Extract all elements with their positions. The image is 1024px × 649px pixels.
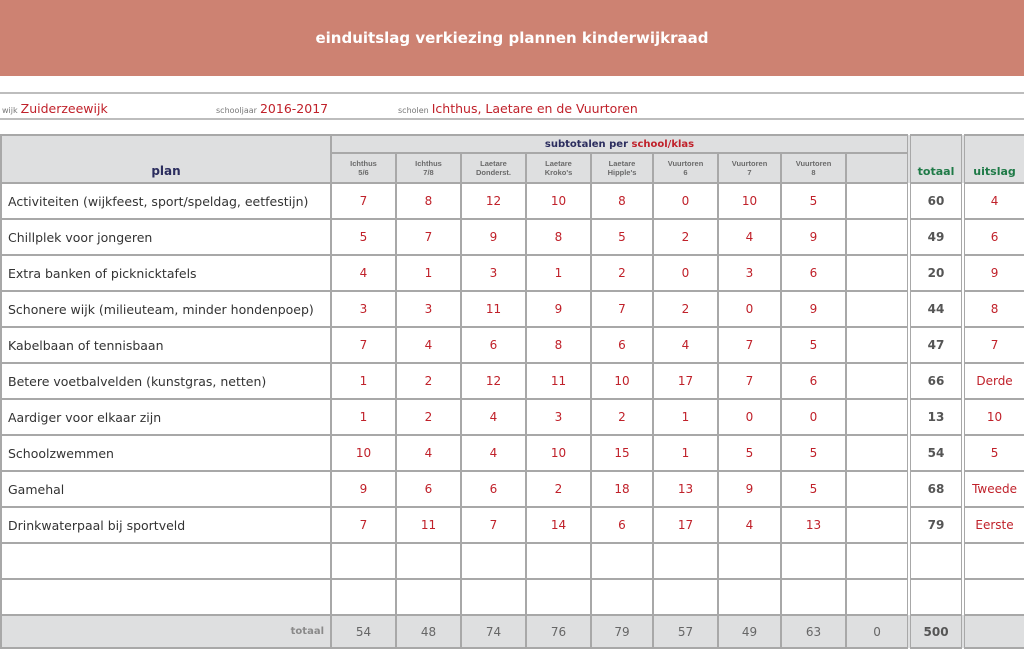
- uitslag-cell[interactable]: Tweede: [963, 471, 1024, 507]
- vote-cell[interactable]: 0: [718, 291, 781, 327]
- header-column: [396, 153, 461, 183]
- vote-cell[interactable]: 1: [396, 255, 461, 291]
- header-subtotals-highlight: school/klas: [631, 138, 695, 150]
- vote-cell[interactable]: 3: [526, 399, 591, 435]
- meta-bar: [0, 92, 1024, 120]
- vote-cell[interactable]: [781, 579, 846, 615]
- column-total-cell: 79: [591, 615, 653, 648]
- plan-cell[interactable]: Drinkwaterpaal bij sportveld: [1, 507, 331, 543]
- uitslag-cell[interactable]: 6: [963, 219, 1024, 255]
- column-class: Kroko's: [544, 168, 573, 177]
- header-subtotals: [331, 135, 909, 153]
- table-row: [1, 255, 1024, 291]
- header-totaal: totaal: [909, 135, 963, 183]
- column-class: 7: [747, 168, 752, 177]
- uitslag-cell[interactable]: Derde: [963, 363, 1024, 399]
- vote-cell[interactable]: 5: [781, 327, 846, 363]
- vote-cell[interactable]: [718, 579, 781, 615]
- vote-cell[interactable]: 13: [781, 507, 846, 543]
- meta-wijk: [2, 98, 108, 117]
- header-plan: plan: [1, 135, 331, 183]
- totaal-cell: 66: [909, 363, 963, 399]
- vote-cell[interactable]: 10: [718, 183, 781, 219]
- vote-cell[interactable]: 3: [396, 291, 461, 327]
- vote-cell[interactable]: [846, 399, 909, 435]
- header-column: [653, 153, 718, 183]
- totaal-cell: 44: [909, 291, 963, 327]
- vote-cell[interactable]: 17: [653, 363, 718, 399]
- scholen-value: Ichthus, Laetare en de Vuurtoren: [431, 101, 638, 116]
- column-name: Ichthus: [415, 159, 442, 168]
- plan-cell[interactable]: Aardiger voor elkaar zijn: [1, 399, 331, 435]
- vote-cell[interactable]: 5: [781, 435, 846, 471]
- meta-schooljaar: [216, 98, 328, 117]
- header-column: [591, 153, 653, 183]
- vote-cell[interactable]: 9: [781, 291, 846, 327]
- vote-cell[interactable]: [846, 435, 909, 471]
- totaal-cell: 47: [909, 327, 963, 363]
- vote-cell[interactable]: 1: [331, 399, 396, 435]
- vote-cell[interactable]: 7: [461, 507, 526, 543]
- totaal-cell: 60: [909, 183, 963, 219]
- vote-cell[interactable]: [718, 543, 781, 579]
- column-total-cell: 48: [396, 615, 461, 648]
- vote-cell[interactable]: 4: [718, 507, 781, 543]
- vote-cell[interactable]: 9: [526, 291, 591, 327]
- totaal-cell: 68: [909, 471, 963, 507]
- plan-cell[interactable]: Activiteiten (wijkfeest, sport/speldag, eetfestijn): [1, 183, 331, 219]
- header-uitslag: uitslag: [963, 135, 1024, 183]
- vote-cell[interactable]: 4: [396, 327, 461, 363]
- uitslag-cell[interactable]: [963, 543, 1024, 579]
- vote-cell[interactable]: 4: [718, 219, 781, 255]
- vote-cell[interactable]: 2: [396, 399, 461, 435]
- wijk-value: Zuiderzeewijk: [20, 101, 108, 116]
- plan-cell[interactable]: Betere voetbalvelden (kunstgras, netten): [1, 363, 331, 399]
- vote-cell[interactable]: 14: [526, 507, 591, 543]
- total-row: [1, 615, 1024, 648]
- totaal-cell: 49: [909, 219, 963, 255]
- vote-cell[interactable]: [846, 291, 909, 327]
- column-class: Hipple's: [607, 168, 637, 177]
- column-name: Vuurtoren: [731, 159, 768, 168]
- vote-cell[interactable]: [846, 183, 909, 219]
- vote-cell[interactable]: 8: [396, 183, 461, 219]
- vote-cell[interactable]: [846, 327, 909, 363]
- uitslag-cell[interactable]: 4: [963, 183, 1024, 219]
- results-table: [0, 134, 1024, 649]
- vote-cell[interactable]: 17: [653, 507, 718, 543]
- table-row: [1, 399, 1024, 435]
- table-row: [1, 327, 1024, 363]
- vote-cell[interactable]: 6: [591, 507, 653, 543]
- vote-cell[interactable]: 10: [591, 363, 653, 399]
- vote-cell[interactable]: 12: [461, 183, 526, 219]
- vote-cell[interactable]: 6: [781, 363, 846, 399]
- column-total-cell: 57: [653, 615, 718, 648]
- column-name: Ichthus: [350, 159, 377, 168]
- vote-cell[interactable]: [846, 579, 909, 615]
- column-total-cell: 76: [526, 615, 591, 648]
- vote-cell[interactable]: 9: [461, 219, 526, 255]
- vote-cell[interactable]: 3: [331, 291, 396, 327]
- table-row: [1, 543, 1024, 579]
- title-banner: [0, 0, 1024, 76]
- schooljaar-value: 2016-2017: [259, 101, 329, 116]
- vote-cell[interactable]: [846, 219, 909, 255]
- table-row: [1, 291, 1024, 327]
- vote-cell[interactable]: [846, 507, 909, 543]
- vote-cell[interactable]: 10: [331, 435, 396, 471]
- vote-cell[interactable]: [526, 543, 591, 579]
- column-name: Vuurtoren: [795, 159, 832, 168]
- vote-cell[interactable]: 7: [331, 507, 396, 543]
- vote-cell[interactable]: 7: [396, 219, 461, 255]
- column-class: 5/6: [358, 168, 369, 177]
- totaal-cell: [909, 543, 963, 579]
- vote-cell[interactable]: 6: [781, 255, 846, 291]
- vote-cell[interactable]: 3: [461, 255, 526, 291]
- vote-cell[interactable]: 7: [718, 327, 781, 363]
- vote-cell[interactable]: 1: [653, 435, 718, 471]
- vote-cell[interactable]: 0: [653, 183, 718, 219]
- vote-cell[interactable]: 3: [718, 255, 781, 291]
- header-column: [461, 153, 526, 183]
- plan-cell[interactable]: [1, 579, 331, 615]
- vote-cell[interactable]: 5: [781, 471, 846, 507]
- vote-cell[interactable]: 7: [331, 327, 396, 363]
- table-row: [1, 363, 1024, 399]
- table-row: [1, 471, 1024, 507]
- vote-cell[interactable]: 11: [526, 363, 591, 399]
- column-total-cell: 49: [718, 615, 781, 648]
- vote-cell[interactable]: 0: [718, 399, 781, 435]
- column-total-cell: 54: [331, 615, 396, 648]
- table-row: [1, 507, 1024, 543]
- vote-cell[interactable]: [461, 579, 526, 615]
- wijk-label: wijk: [2, 106, 18, 115]
- column-name: Laetare: [480, 159, 507, 168]
- column-name: Laetare: [545, 159, 572, 168]
- grand-total-cell: 500: [909, 615, 963, 648]
- vote-cell[interactable]: [461, 543, 526, 579]
- vote-cell[interactable]: 5: [718, 435, 781, 471]
- vote-cell[interactable]: 8: [526, 219, 591, 255]
- vote-cell[interactable]: 5: [591, 219, 653, 255]
- vote-cell[interactable]: [653, 579, 718, 615]
- vote-cell[interactable]: 9: [781, 219, 846, 255]
- vote-cell[interactable]: 2: [591, 399, 653, 435]
- vote-cell[interactable]: 6: [461, 327, 526, 363]
- vote-cell[interactable]: 10: [526, 435, 591, 471]
- vote-cell[interactable]: 11: [396, 507, 461, 543]
- vote-cell[interactable]: 2: [396, 363, 461, 399]
- table-row: [1, 435, 1024, 471]
- uitslag-cell[interactable]: 5: [963, 435, 1024, 471]
- footer-uitslag-cell: [963, 615, 1024, 648]
- vote-cell[interactable]: 10: [526, 183, 591, 219]
- column-total-cell: 74: [461, 615, 526, 648]
- vote-cell[interactable]: [396, 543, 461, 579]
- vote-cell[interactable]: [846, 363, 909, 399]
- vote-cell[interactable]: 9: [331, 471, 396, 507]
- vote-cell[interactable]: 4: [331, 255, 396, 291]
- vote-cell[interactable]: 9: [718, 471, 781, 507]
- totaal-cell: 79: [909, 507, 963, 543]
- meta-scholen: [398, 98, 638, 117]
- vote-cell[interactable]: 0: [781, 399, 846, 435]
- plan-cell[interactable]: Extra banken of picknicktafels: [1, 255, 331, 291]
- vote-cell[interactable]: 13: [653, 471, 718, 507]
- vote-cell[interactable]: 4: [396, 435, 461, 471]
- vote-cell[interactable]: 12: [461, 363, 526, 399]
- vote-cell[interactable]: 7: [331, 183, 396, 219]
- page-title: einduitslag verkiezing plannen kinderwijkraad: [315, 29, 709, 47]
- header-subtotals-prefix: subtotalen per: [544, 138, 632, 150]
- column-name: Laetare: [608, 159, 636, 168]
- vote-cell[interactable]: 0: [653, 255, 718, 291]
- vote-cell[interactable]: [331, 579, 396, 615]
- vote-cell[interactable]: [331, 543, 396, 579]
- vote-cell[interactable]: [653, 543, 718, 579]
- plan-cell[interactable]: [1, 543, 331, 579]
- totaal-cell: [909, 579, 963, 615]
- column-class: 6: [683, 168, 688, 177]
- uitslag-cell[interactable]: 10: [963, 399, 1024, 435]
- table-row: [1, 579, 1024, 615]
- vote-cell[interactable]: [396, 579, 461, 615]
- uitslag-cell[interactable]: 7: [963, 327, 1024, 363]
- vote-cell[interactable]: 2: [653, 219, 718, 255]
- schooljaar-label: schooljaar: [216, 106, 257, 115]
- vote-cell[interactable]: 6: [461, 471, 526, 507]
- column-class: 7/8: [423, 168, 434, 177]
- vote-cell[interactable]: 4: [653, 327, 718, 363]
- header-column: [526, 153, 591, 183]
- uitslag-cell[interactable]: [963, 579, 1024, 615]
- vote-cell[interactable]: 6: [591, 327, 653, 363]
- column-total-cell: 0: [846, 615, 909, 648]
- vote-cell[interactable]: 8: [526, 327, 591, 363]
- vote-cell[interactable]: 1: [526, 255, 591, 291]
- vote-cell[interactable]: [591, 543, 653, 579]
- plan-cell[interactable]: Chillplek voor jongeren: [1, 219, 331, 255]
- header-column: [718, 153, 781, 183]
- vote-cell[interactable]: 18: [591, 471, 653, 507]
- total-label: totaal: [1, 615, 331, 648]
- vote-cell[interactable]: 4: [461, 399, 526, 435]
- vote-cell[interactable]: 2: [653, 291, 718, 327]
- plan-cell[interactable]: Kabelbaan of tennisbaan: [1, 327, 331, 363]
- vote-cell[interactable]: 4: [461, 435, 526, 471]
- vote-cell[interactable]: 2: [526, 471, 591, 507]
- plan-cell[interactable]: Schonere wijk (milieuteam, minder hondenpoep): [1, 291, 331, 327]
- column-name: Vuurtoren: [667, 159, 704, 168]
- totaal-cell: 13: [909, 399, 963, 435]
- uitslag-cell[interactable]: Eerste: [963, 507, 1024, 543]
- header-column: [781, 153, 846, 183]
- plan-cell[interactable]: Gamehal: [1, 471, 331, 507]
- plan-cell[interactable]: Schoolzwemmen: [1, 435, 331, 471]
- vote-cell[interactable]: 2: [591, 255, 653, 291]
- vote-cell[interactable]: [526, 579, 591, 615]
- vote-cell[interactable]: 7: [718, 363, 781, 399]
- totaal-cell: 20: [909, 255, 963, 291]
- vote-cell[interactable]: 15: [591, 435, 653, 471]
- table-row: [1, 183, 1024, 219]
- table-row: [1, 219, 1024, 255]
- vote-cell[interactable]: 6: [396, 471, 461, 507]
- header-column: [331, 153, 396, 183]
- column-total-cell: 63: [781, 615, 846, 648]
- uitslag-cell[interactable]: 8: [963, 291, 1024, 327]
- vote-cell[interactable]: [846, 255, 909, 291]
- uitslag-cell[interactable]: 9: [963, 255, 1024, 291]
- vote-cell[interactable]: [846, 543, 909, 579]
- vote-cell[interactable]: [591, 579, 653, 615]
- vote-cell[interactable]: 7: [591, 291, 653, 327]
- vote-cell[interactable]: 11: [461, 291, 526, 327]
- vote-cell[interactable]: 1: [653, 399, 718, 435]
- vote-cell[interactable]: 5: [781, 183, 846, 219]
- scholen-label: scholen: [398, 106, 429, 115]
- vote-cell[interactable]: [781, 543, 846, 579]
- header-column: [846, 153, 909, 183]
- vote-cell[interactable]: [846, 471, 909, 507]
- vote-cell[interactable]: 1: [331, 363, 396, 399]
- totaal-cell: 54: [909, 435, 963, 471]
- vote-cell[interactable]: 5: [331, 219, 396, 255]
- vote-cell[interactable]: 8: [591, 183, 653, 219]
- column-class: 8: [811, 168, 816, 177]
- column-class: Donderst.: [475, 168, 511, 177]
